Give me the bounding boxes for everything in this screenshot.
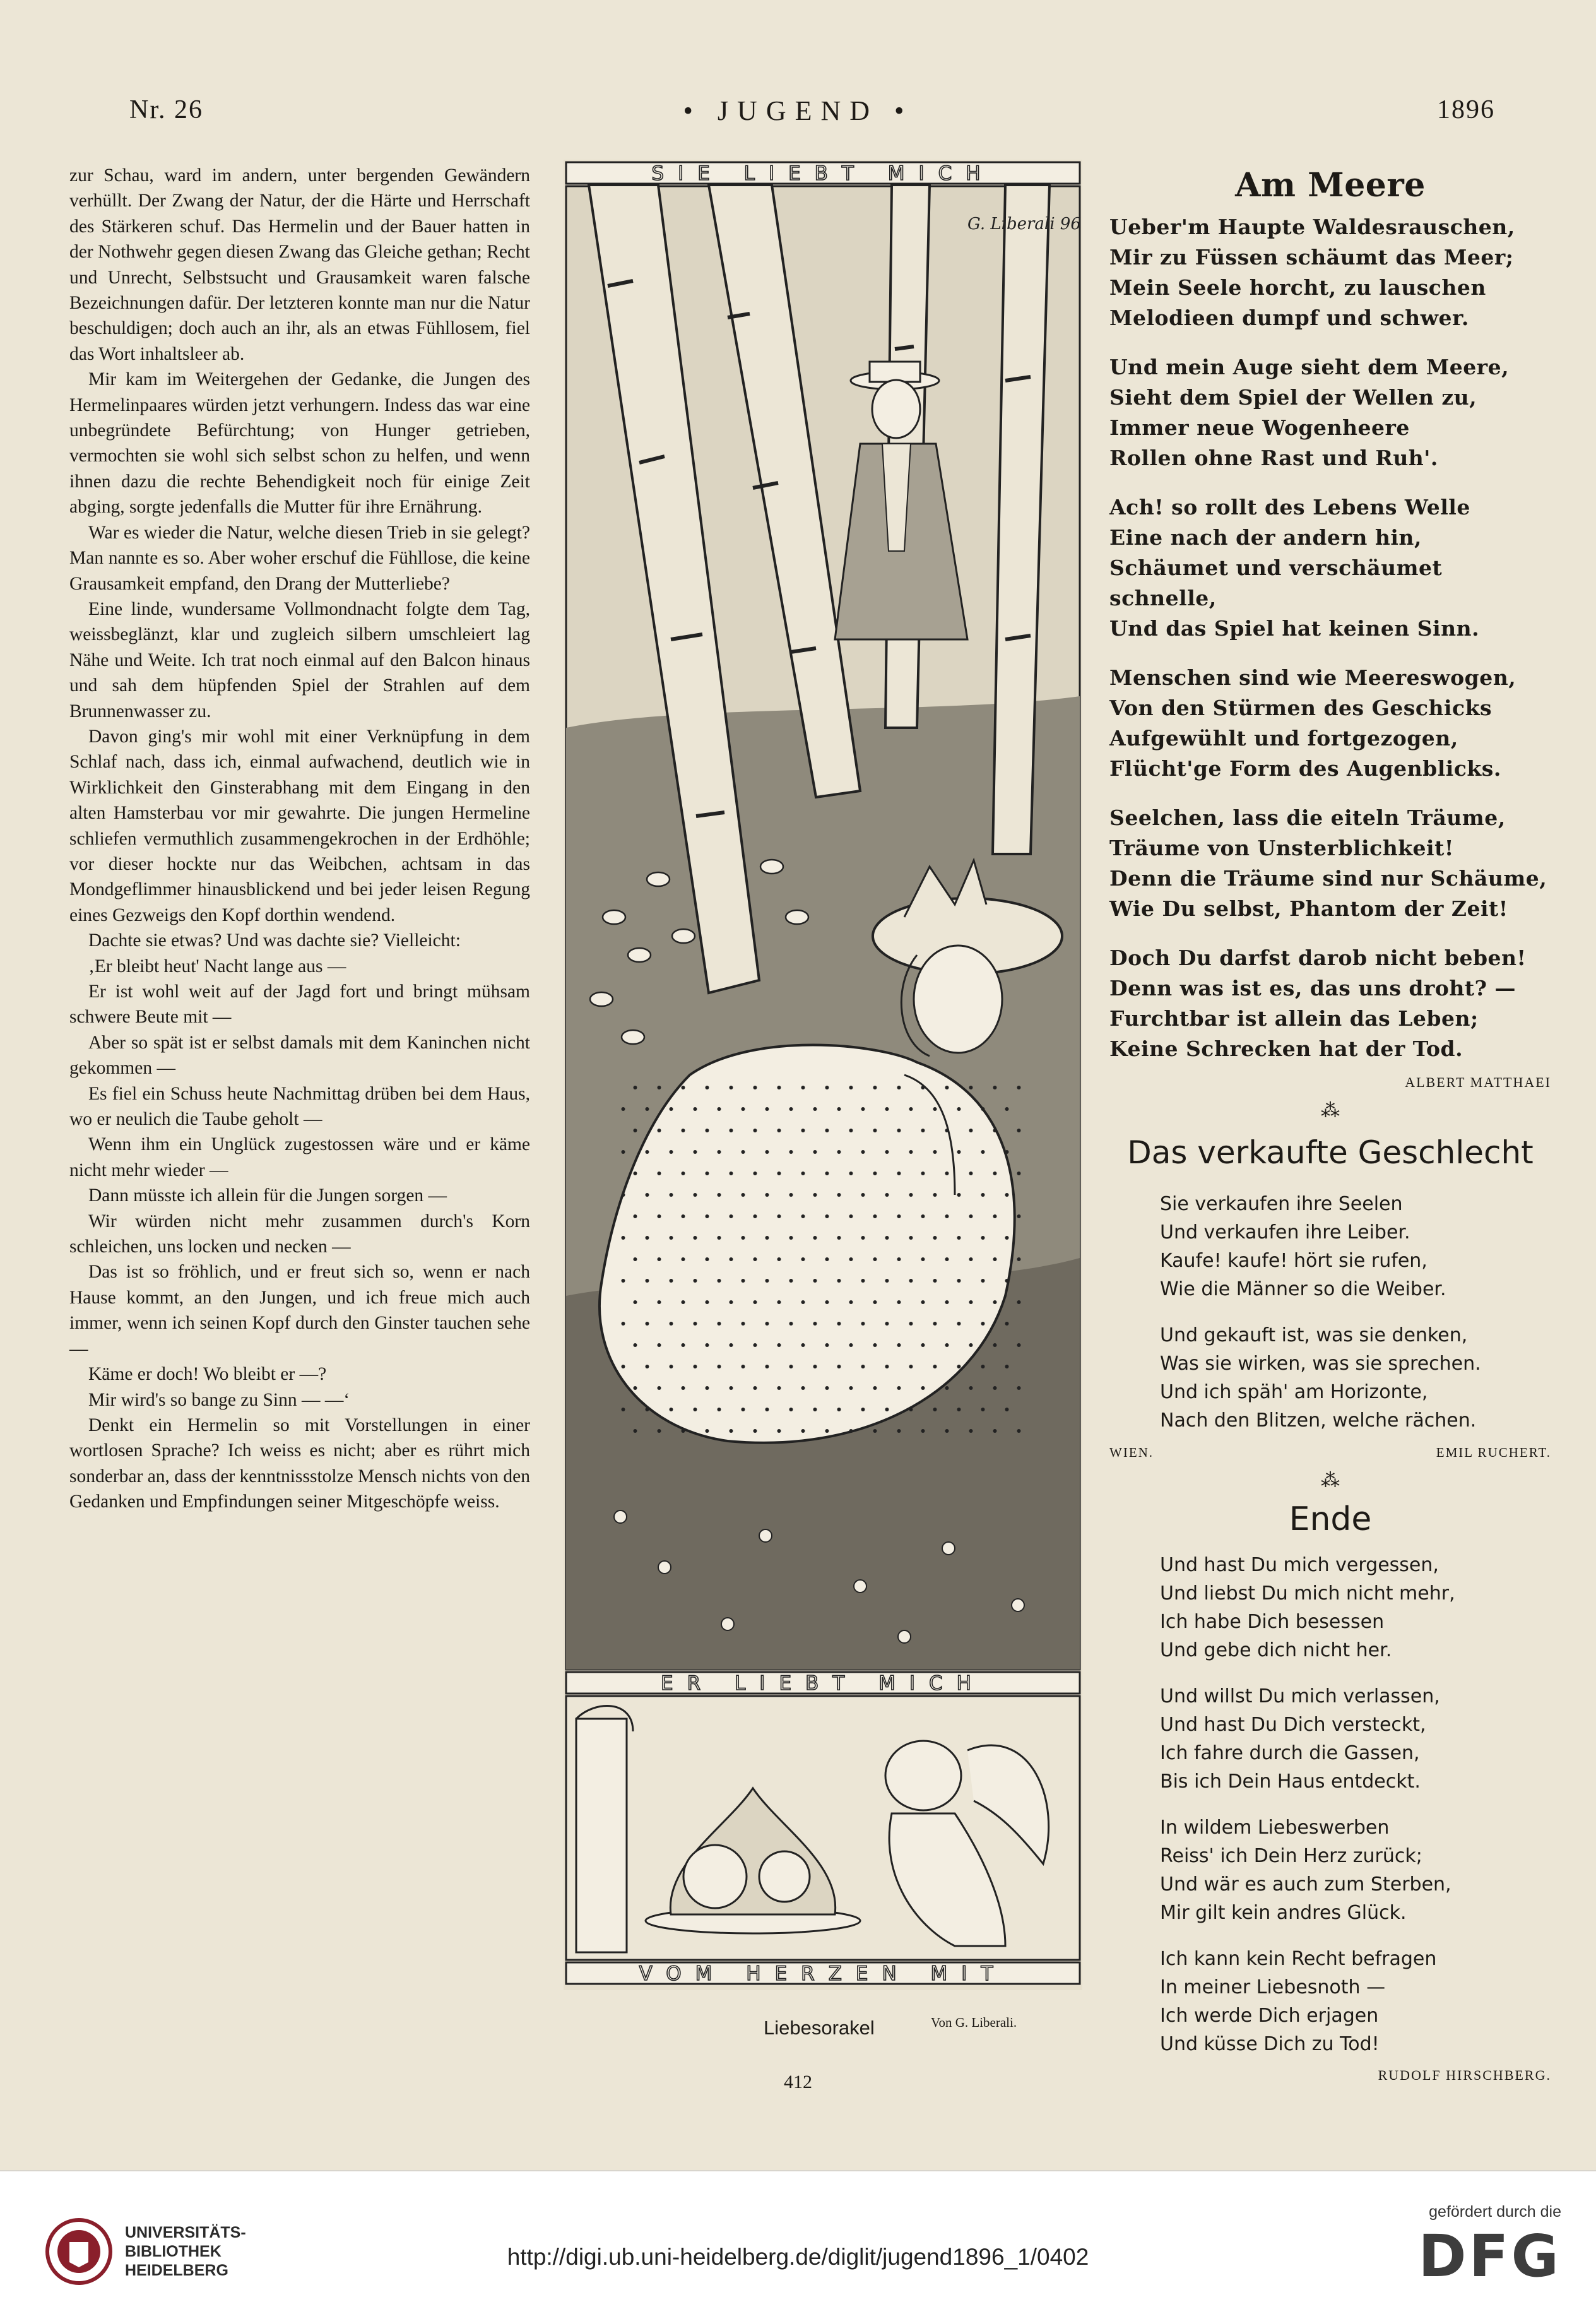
issue-number: Nr. 26 [129, 95, 203, 124]
prose-paragraph: zur Schau, ward im andern, unter bergenden Gewändern verhüllt. Der Zwang der Natur, der die Härte und Herrschaft des Stärkeren schuf. Das Hermelin und der Bauer hatten in der Nothwehr gegen diesen Zwang das Gleiche gethan; Recht und Unrecht, Selbstsucht und Grausamkeit waren falsche Bezeichnungen dafür. Der letzteren konnte man nur die Natur beschuldigen; doch auch an ihr, als an etwas Fühllosem, fiel das Wort inhaltsleer ab. [69, 165, 530, 364]
viewer-footer [0, 2170, 1596, 2302]
stanza [1109, 492, 1551, 644]
stanza [1109, 943, 1551, 1064]
verse-line: Von den Stürmen des Geschicks [1109, 696, 1493, 720]
year: 1896 [1437, 95, 1495, 124]
stanza [1160, 1682, 1551, 1796]
prose-paragraph: Aber so spät ist er selbst damals mit dem Kaninchen nicht gekommen — [69, 1032, 530, 1079]
verse-line: Und küsse Dich zu Tod! [1160, 2033, 1380, 2055]
banner-top: SIE LIEBT MICH [651, 162, 995, 185]
verse-line: Sie verkaufen ihre Seelen [1160, 1193, 1403, 1215]
poem2-author: EMIL RUCHERT. [1436, 1445, 1551, 1460]
illustration-credit: Von G. Liberali. [931, 2015, 1017, 2030]
illustration-liebesorakel [564, 160, 1082, 1990]
dfg-logo: DFG [1418, 2222, 1561, 2290]
verse-line: Schäumet und verschäumet schnelle, [1109, 555, 1443, 610]
poem2-place: WIEN. [1109, 1445, 1154, 1460]
stanza [1109, 803, 1551, 924]
verse-line: Reiss' ich Dein Herz zurück; [1160, 1845, 1422, 1867]
poem1-body [1109, 212, 1551, 1064]
stanza [1160, 1945, 1551, 2058]
verse-line: Kaufe! kaufe! hört sie rufen, [1160, 1250, 1428, 1272]
illustration-caption: Liebesorakel [764, 2017, 875, 2039]
funder-block[interactable] [1418, 2203, 1561, 2290]
verse-line: Und mein Auge sieht dem Meere, [1109, 355, 1510, 379]
verse-line: Ich habe Dich besessen [1160, 1611, 1385, 1633]
verse-line: Furchtbar ist allein das Leben; [1109, 1006, 1479, 1031]
verse-line: Ich werde Dich erjagen [1160, 2005, 1379, 2027]
verse-line: Wie die Männer so die Weiber. [1160, 1278, 1446, 1300]
funding-note: gefördert durch die [1429, 2203, 1561, 2221]
page-number: 412 [784, 2072, 812, 2092]
poem2-body [1109, 1190, 1551, 1435]
stanza [1160, 1551, 1551, 1664]
poem2-signoff [1109, 1445, 1551, 1461]
prose-paragraph: Es fiel ein Schuss heute Nachmittag drüben bei dem Haus, wo er neulich die Taube geholt — [69, 1083, 530, 1130]
prose-column [69, 163, 530, 1515]
verse-line: Und willst Du mich verlassen, [1160, 1685, 1440, 1707]
verse-line: Doch Du darfst darob nicht beben! [1109, 946, 1527, 970]
verse-line: Und gebe dich nicht her. [1160, 1639, 1392, 1661]
prose-paragraph: Das ist so fröhlich, und er freut sich so, wenn er nach Hause kommt, an den Jungen, und ich freue mich auch immer, wenn ich seinen Kopf durch den Ginster tauchen sehe — [69, 1262, 530, 1359]
prose-paragraph: War es wieder die Natur, welche diesen Trieb in sie gelegt? Man nannte es so. Aber woher erschuf die Fühllose, die keine Grausamkeit empfand, den Drang der Mutterliebe? [69, 522, 530, 594]
stanza [1109, 663, 1551, 784]
poem1-title: Am Meere [1235, 166, 1426, 205]
prose-paragraph: Käme er doch! Wo bleibt er —? [88, 1364, 327, 1385]
verse-line: Und liebst Du mich nicht mehr, [1160, 1582, 1455, 1605]
poem1-author: ALBERT MATTHAEI [1405, 1074, 1551, 1090]
verse-line: Mir zu Füssen schäumt das Meer; [1109, 245, 1514, 270]
prose-paragraph: Eine linde, wundersame Vollmondnacht folgte dem Tag, weissbeglänzt, klar und zugleich silbern umschleiert lag Nähe und Weite. Ich trat noch einmal auf den Balcon hinaus und sah dem hüpfenden Spiel der Strahlen auf dem Brunnenwasser zu. [69, 598, 530, 721]
stanza [1160, 1321, 1551, 1435]
verse-line: Und hast Du mich vergessen, [1160, 1554, 1439, 1576]
ornament-1: ⁂ [1321, 1100, 1340, 1122]
prose-paragraph: Dann müsste ich allein für die Jungen sorgen — [88, 1185, 447, 1206]
verse-line: Und hast Du Dich versteckt, [1160, 1714, 1426, 1736]
magazine-title: • JUGEND • [683, 95, 913, 126]
verse-line: Aufgewühlt und fortgezogen, [1109, 726, 1458, 751]
library-name-line: UNIVERSITÄTS- [125, 2224, 246, 2241]
verse-line: In wildem Liebeswerben [1160, 1817, 1390, 1839]
verse-line: Bis ich Dein Haus entdeckt. [1160, 1771, 1421, 1793]
prose-paragraph: Denkt ein Hermelin so mit Vorstellungen in einer wortlosen Sprache? Ich weiss es nicht; aber es rührt mich sonderbar an, dass der kenntnissstolze Mensch nichts von den Gedanken und Empfindungen seiner Mitgeschöpfe weiss. [69, 1415, 530, 1512]
verse-line: Ueber'm Haupte Waldesrauschen, [1109, 215, 1515, 239]
source-url-link[interactable]: http://digi.ub.uni-heidelberg.de/diglit/jugend1896_1/0402 [507, 2244, 1089, 2270]
verse-line: Mir gilt kein andres Glück. [1160, 1902, 1407, 1924]
artist-signature: G. Liberali 96 [967, 215, 1081, 234]
verse-line: Seelchen, lass die eiteln Träume, [1109, 805, 1506, 830]
prose-paragraph: ‚Er bleibt heut' Nacht lange aus — [88, 956, 346, 976]
poem2-title: Das verkaufte Geschlecht [1127, 1134, 1534, 1171]
verse-line: Träume von Unsterblichkeit! [1109, 836, 1454, 860]
verse-line: Mein Seele horcht, zu lauschen [1109, 275, 1486, 300]
prose-paragraph: Davon ging's mir wohl mit einer Verknüpfung in dem Schlaf nach, dass ich, einmal aufwachend, deutlich wie in Wirklichkeit den Ginsterabhang mit dem Eingang in den alten Hamsterbau vor mir gewahrte. Die jungen Hermeline schliefen vermuthlich zusammengekrochen in der Erdhöhle; vor dieser hockte nur das Weibchen, achtsam in das Mondgeflimmer hinausblickend und bei jeder leisen Regung eines Gezweigs den Kopf dorthin wendend. [69, 726, 530, 925]
verse-line: Was sie wirken, was sie sprechen. [1160, 1353, 1481, 1375]
verse-line: Und das Spiel hat keinen Sinn. [1109, 616, 1480, 641]
verse-line: Ich kann kein Recht befragen [1160, 1948, 1437, 1970]
verse-line: Keine Schrecken hat der Tod. [1109, 1036, 1463, 1061]
stanza [1109, 212, 1551, 333]
poem3-author: RUDOLF HIRSCHBERG. [1378, 2067, 1551, 2083]
poems-column [1109, 164, 1551, 2084]
verse-line: Und ich späh' am Horizonte, [1160, 1381, 1428, 1403]
verse-line: Melodieen dumpf und schwer. [1109, 306, 1469, 330]
verse-line: Denn was ist es, das uns droht? — [1109, 976, 1516, 1000]
ornament-2: ⁂ [1321, 1469, 1340, 1492]
verse-line: In meiner Liebesnoth — [1160, 1976, 1386, 1998]
verse-line: Und wär es auch zum Sterben, [1160, 1873, 1451, 1896]
illustration-drawing [564, 160, 1082, 1990]
banner-bottom: VOM HERZEN MIT [639, 1962, 1007, 1985]
verse-line: Eine nach der andern hin, [1109, 525, 1422, 550]
verse-line: Ach! so rollt des Lebens Welle [1109, 495, 1470, 519]
stanza [1109, 352, 1551, 473]
prose-paragraph: Wenn ihm ein Unglück zugestossen wäre und er käme nicht mehr wieder — [69, 1134, 530, 1180]
stanza [1160, 1190, 1551, 1303]
poem3-body [1109, 1551, 1551, 2058]
verse-line: Nach den Blitzen, welche rächen. [1160, 1409, 1477, 1432]
verse-line: Flücht'ge Form des Augenblicks. [1109, 756, 1501, 781]
prose-paragraph: Mir kam im Weitergehen der Gedanke, die Jungen des Hermelinpaares würden jetzt verhungern. Indess das war eine unbegründete Befürchtung; von Hunger getrieben, vermochten sie wohl sich selbst schon zu helfen, und wenn ihnen dazu die rechte Behendigkeit noch für einige Zeit abging, sorgte jedenfalls die Mutter für ihre Ernährung. [69, 369, 530, 518]
prose-paragraph: Er ist wohl weit auf der Jagd fort und bringt mühsam schwere Beute mit — [69, 982, 530, 1028]
prose-paragraph: Wir würden nicht mehr zusammen durch's Korn schleichen, uns locken und necken — [69, 1211, 530, 1257]
prose-paragraph: Dachte sie etwas? Und was dachte sie? Vielleicht: [88, 930, 461, 951]
verse-line: Rollen ohne Rast und Ruh'. [1109, 446, 1438, 470]
library-name-line: BIBLIOTHEK [125, 2243, 222, 2260]
poem3-title: Ende [1289, 1500, 1372, 1538]
verse-line: Und gekauft ist, was sie denken, [1160, 1324, 1468, 1346]
verse-line: Ich fahre durch die Gassen, [1160, 1742, 1420, 1764]
prose-paragraph: Mir wird's so bange zu Sinn — —‘ [88, 1389, 350, 1410]
library-name-line: HEIDELBERG [125, 2262, 228, 2279]
stanza [1160, 1813, 1551, 1927]
verse-line: Und verkaufen ihre Leiber. [1160, 1221, 1410, 1243]
verse-line: Sieht dem Spiel der Wellen zu, [1109, 385, 1477, 410]
banner-mid: ER LIEBT MICH [661, 1672, 985, 1695]
verse-line: Wie Du selbst, Phantom der Zeit! [1109, 896, 1508, 921]
verse-line: Denn die Träume sind nur Schäume, [1109, 866, 1547, 891]
verse-line: Immer neue Wogenheere [1109, 415, 1410, 440]
verse-line: Menschen sind wie Meereswogen, [1109, 665, 1516, 690]
